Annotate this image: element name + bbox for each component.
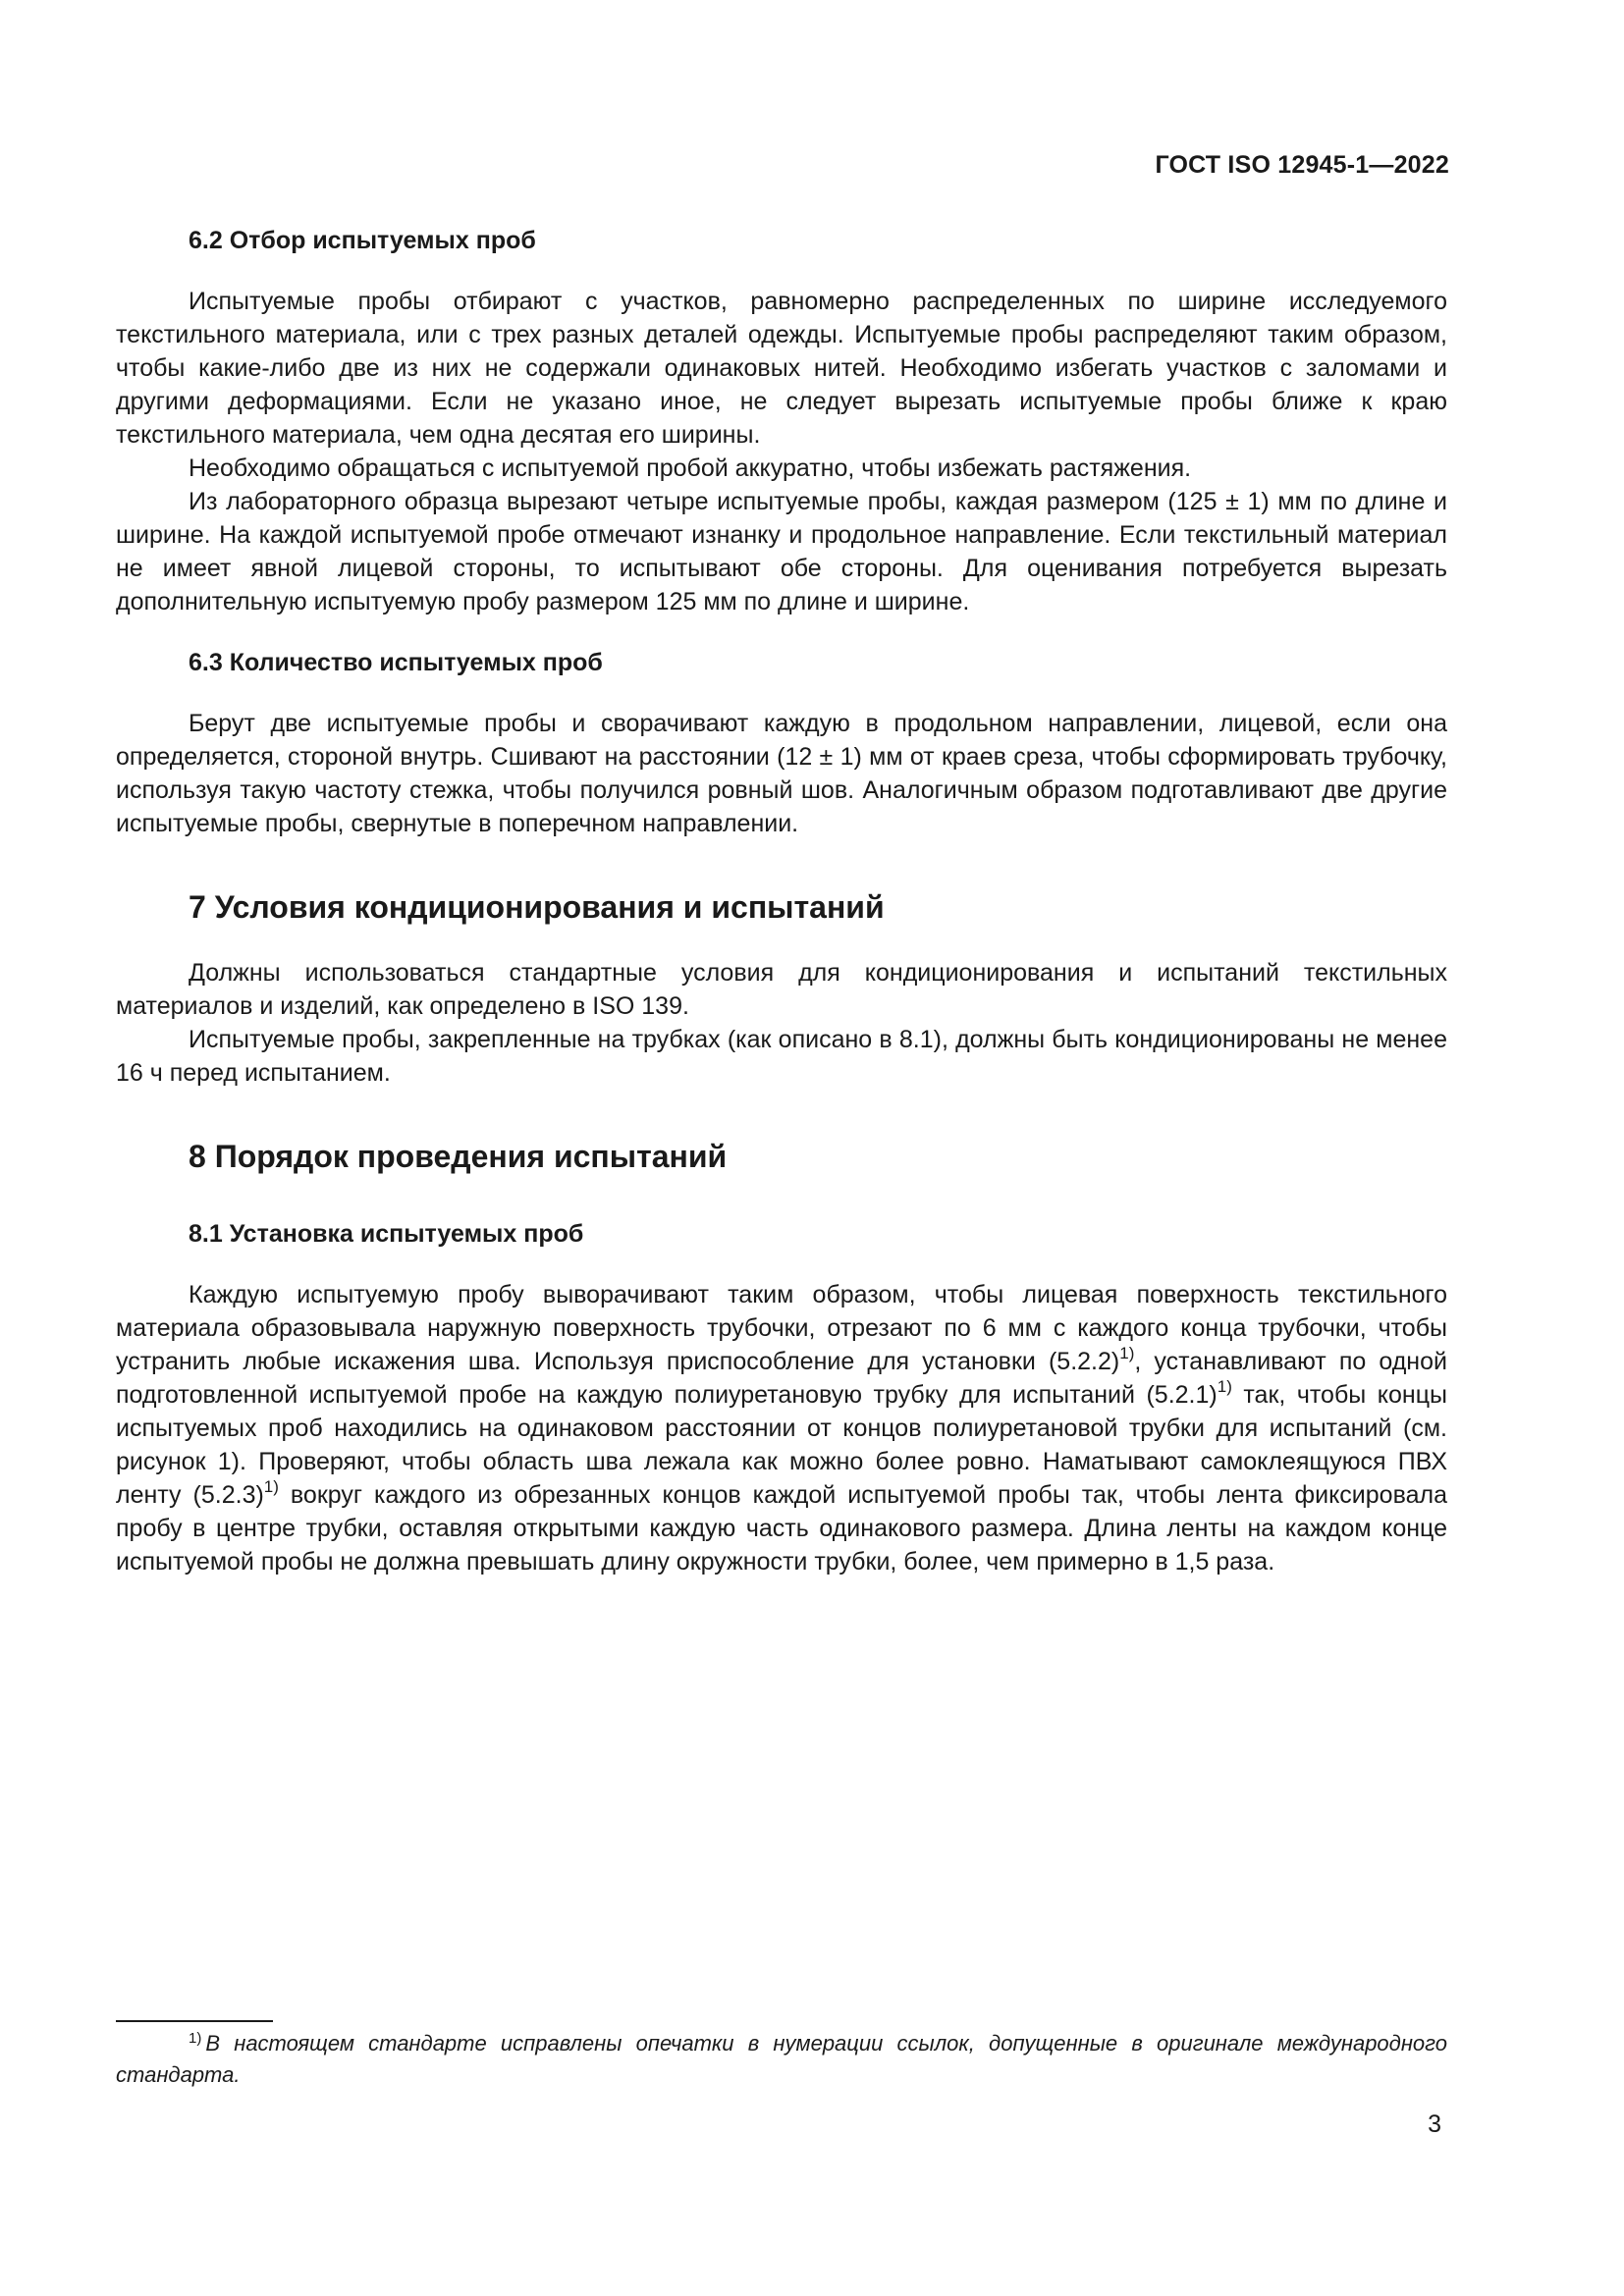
heading-8-1: 8.1 Установка испытуемых проб (189, 1220, 584, 1248)
paragraph-6-3-1: Берут две испытуемые пробы и сворачивают каждую в продольном направлении, лицевой, если она определяется, стороной внутрь. Сшивают на расстоянии (12 ± 1) мм от краев среза, чтобы сформировать трубочку, используя такую частоту стежка, чтобы получился ровный шов. Аналогичным образом подготавливают две другие испытуемые пробы, свернутые в поперечном направлении. (116, 710, 1447, 837)
page-number: 3 (1428, 2110, 1441, 2138)
footnote-ref[interactable]: 1) (1217, 1376, 1232, 1396)
paragraph-8-1-1: Каждую испытуемую пробу выворачивают таким образом, чтобы лицевая поверхность текстильного материала образовывала наружную поверхность трубочки, отрезают по 6 мм с каждого конца трубочки, чтобы устранить любые искажения шва. Используя приспособление для установки $(5.2.2)^{1)}$, устанавливают по одной подготовленной испытуемой пробе на каждую полиуретановую трубку для испытаний $(5.2.1)^{1)}$ так, чтобы концы испытуемых проб находились на одинаковом расстоянии от концов полиуретановой трубки для испытаний (см. рисунок 1). Проверяют, чтобы область шва лежала как можно более ровно. Наматывают самоклеящуюся ПВХ ленту $(5.2.3)^{1)}$ вокруг каждого из обрезанных концов каждой испытуемой пробы так, чтобы лента фиксировала пробу в центре трубки, оставляя открытыми каждую часть одинакового размера. Длина ленты на каждом конце испытуемой пробы не должна превышать длину окружности трубки, более, чем примерно в 1,5 раза. (116, 1281, 1447, 1575)
paragraph-7-1: Должны использоваться стандартные условия для кондиционирования и испытаний текстильных материалов и изделий, как определено в ISO 139. (116, 959, 1447, 1020)
paragraph-6-2-2: Необходимо обращаться с испытуемой пробой аккуратно, чтобы избежать растяжения. (189, 454, 1192, 482)
heading-section-8: 8 Порядок проведения испытаний (189, 1139, 728, 1174)
heading-6-2: 6.2 Отбор испытуемых проб (189, 227, 536, 254)
paragraph-7-2: Испытуемые пробы, закрепленные на трубках (как описано в 8.1), должны быть кондиционированы не менее 16 ч перед испытанием. (116, 1026, 1447, 1087)
footnote (116, 2028, 1447, 2091)
footnote-text: В настоящем стандарте исправлены опечатки в нумерации ссылок, допущенные в оригинале международного стандарта. (116, 2031, 1447, 2087)
heading-6-3: 6.3 Количество испытуемых проб (189, 649, 603, 676)
footnote-ref[interactable]: 1) (1119, 1343, 1135, 1362)
paragraph-6-2-3: Из лабораторного образца вырезают четыре испытуемые пробы, каждая размером (125 ± 1) мм по длине и ширине. На каждой испытуемой пробе отмечают изнанку и продольное направление. Если текстильный материал не имеет явной лицевой стороны, то испытывают обе стороны. Для оценивания потребуется вырезать дополнительную испытуемую пробу размером 125 мм по длине и ширине. (116, 488, 1447, 615)
heading-section-7: 7 Условия кондиционирования и испытаний (189, 889, 885, 925)
paragraph-6-2-1: Испытуемые пробы отбирают с участков, равномерно распределенных по ширине исследуемого текстильного материала, или с трех разных деталей одежды. Испытуемые пробы распределяют таким образом, чтобы какие-либо две из них не содержали одинаковых нитей. Необходимо избегать участков с заломами и другими деформациями. Если не указано иное, не следует вырезать испытуемые пробы ближе к краю текстильного материала, чем одна десятая его ширины. (116, 288, 1447, 449)
page-body (116, 224, 1447, 1578)
footnote-ref[interactable]: 1) (263, 1476, 279, 1496)
footnote-mark: 1) (189, 2029, 202, 2047)
footnote-separator (116, 2020, 273, 2022)
standard-code: ГОСТ ISO 12945-1—2022 (1155, 151, 1449, 179)
